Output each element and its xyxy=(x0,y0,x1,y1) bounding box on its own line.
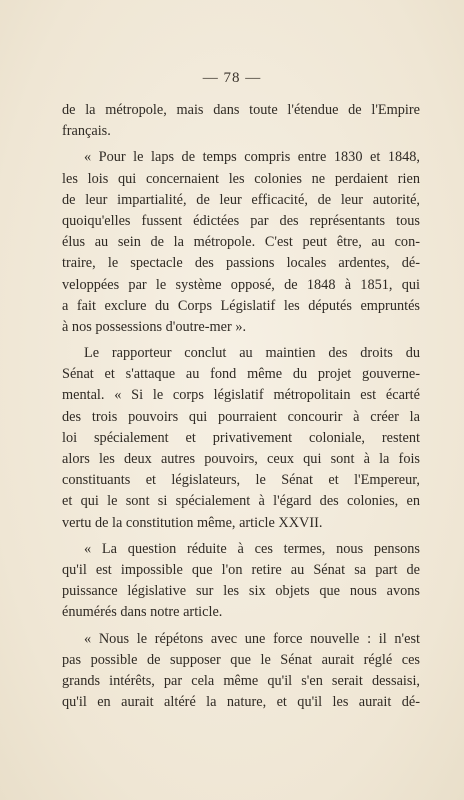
text-line: de la métropole, mais dans toute l'étendue de l'Empire xyxy=(62,102,420,118)
body-text xyxy=(62,100,420,713)
text-line: des trois pouvoirs qui pourraient concourir à créer la xyxy=(62,408,420,425)
text-line: les lois qui concernaient les colonies ne perdaient rien xyxy=(62,170,420,187)
text-line: élus au sein de la métropole. C'est peut être, au con- xyxy=(62,234,420,251)
text-line: qu'il est impossible que l'on retire au Sénat sa part de xyxy=(62,561,420,578)
text-line: veloppées par le système opposé, de 1848 à 1851, qui xyxy=(62,276,420,293)
text-line: de leur impartialité, de leur efficacité, de leur autorité, xyxy=(62,191,420,208)
text-line: à nos possessions d'outre-mer ». xyxy=(62,318,247,335)
text-line: « Nous le répétons avec une force nouvelle : il n'est xyxy=(84,630,420,647)
text-line: Sénat et s'attaque au fond même du projet gouverne- xyxy=(62,366,420,383)
text-line: énumérés dans notre article. xyxy=(62,604,223,621)
text-line: mental. « Si le corps législatif métropolitain est écarté xyxy=(62,387,420,404)
text-line: constituants et législateurs, le Sénat et l'Empereur, xyxy=(62,472,420,489)
text-line: traire, le spectacle des passions locales ardentes, dé- xyxy=(62,255,420,272)
text-line: pas possible de supposer que le Sénat aurait réglé ces xyxy=(62,651,420,668)
text-line: et qui le sont si spécialement à l'égard des colonies, en xyxy=(62,493,420,510)
text-line: grands intérêts, par cela même qu'il s'en serait dessaisi, xyxy=(62,672,420,689)
text-line: « Pour le laps de temps compris entre 1830 et 1848, xyxy=(84,149,420,166)
page-number: — 78 — xyxy=(202,70,262,86)
text-line: quoiqu'elles fussent édictées par des représentants tous xyxy=(62,212,420,229)
text-line: « La question réduite à ces termes, nous pensons xyxy=(84,540,420,557)
text-line: a fait exclure du Corps Législatif les députés empruntés xyxy=(62,297,420,314)
text-line: vertu de la constitution même, article XXVII. xyxy=(62,514,323,531)
text-line: loi spécialement et privativement coloniale, restent xyxy=(62,429,420,446)
text-line: français. xyxy=(62,123,111,140)
text-line: qu'il en aurait altéré la nature, et qu'il les aurait dé- xyxy=(62,694,420,711)
text-line: alors les deux autres pouvoirs, ceux qui sont à la fois xyxy=(62,451,420,467)
text-line: puissance législative sur les six objets que nous avons xyxy=(62,583,420,600)
text-line: Le rapporteur conclut au maintien des droits du xyxy=(84,345,420,362)
